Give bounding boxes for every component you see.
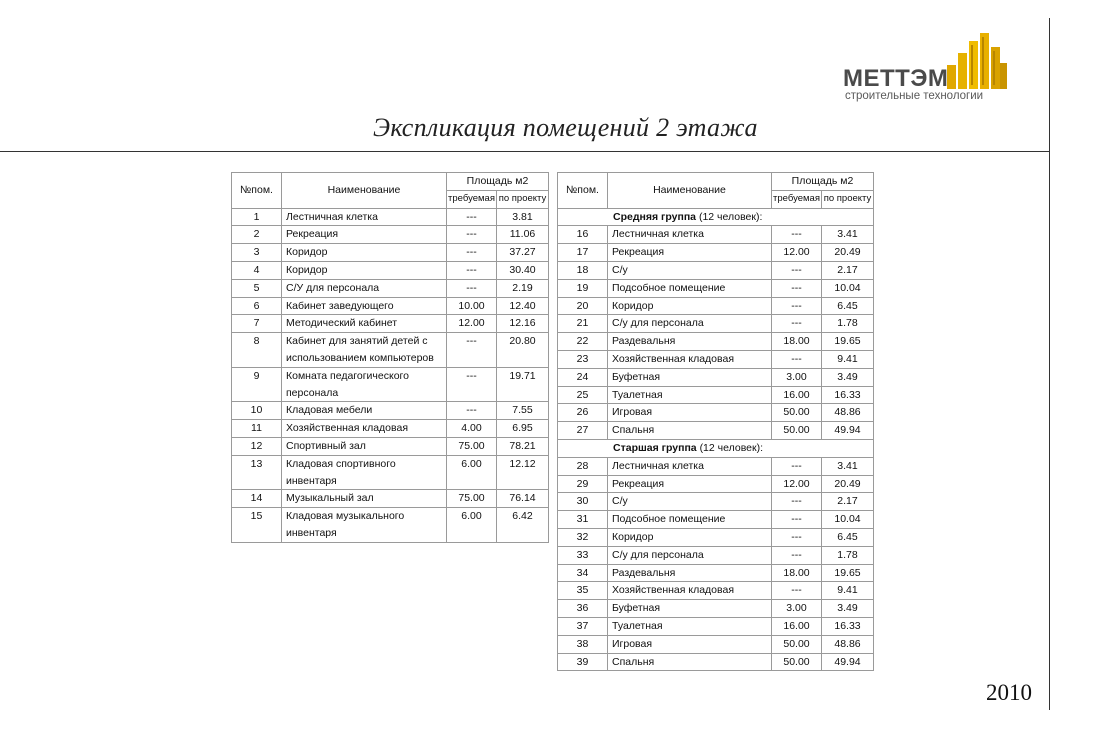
area-project: 9.41 [822,350,874,368]
area-required: --- [447,402,497,420]
room-number: 34 [558,564,608,582]
header-num: №пом. [232,173,282,209]
group-header-row [558,439,874,457]
area-project: 19.65 [822,333,874,351]
area-required: --- [772,279,822,297]
room-name-line: Кабинет заведующего [286,299,394,312]
area-project: 16.33 [822,386,874,404]
room-name [608,475,772,493]
room-name [608,493,772,511]
header-num: №пом. [558,173,608,209]
table-row [558,404,874,422]
header-divider [0,151,1050,152]
room-name-line: Коридор [286,246,328,259]
room-number: 28 [558,457,608,475]
room-name-line: С/у [612,263,628,276]
room-name [282,315,447,333]
area-project: 7.55 [497,402,549,420]
room-name-line: Туалетная [612,388,663,401]
room-name-line: Туалетная [612,619,663,632]
room-name-line: Спальня [612,424,655,437]
area-required: 12.00 [447,315,497,333]
room-name [608,653,772,671]
area-required: 3.00 [772,368,822,386]
table-row [558,457,874,475]
area-project: 16.33 [822,617,874,635]
room-number: 26 [558,404,608,422]
room-number: 39 [558,653,608,671]
room-number: 8 [232,333,282,368]
room-name-line: Лестничная клетка [612,459,704,472]
area-required: --- [772,528,822,546]
room-name [608,315,772,333]
room-number: 18 [558,261,608,279]
area-project: 6.42 [497,508,549,543]
area-required: 12.00 [772,244,822,262]
area-required: 75.00 [447,490,497,508]
area-required: 6.00 [447,508,497,543]
room-name [282,367,447,402]
room-name [282,420,447,438]
table-row [232,420,549,438]
room-name [282,333,447,368]
room-name [608,582,772,600]
area-project: 10.04 [822,279,874,297]
area-project: 3.49 [822,368,874,386]
area-required: --- [772,350,822,368]
room-number: 22 [558,333,608,351]
area-required: 50.00 [772,404,822,422]
table-row [232,508,549,543]
page-title: Экспликация помещений 2 этажа [373,113,758,142]
room-number: 2 [232,226,282,244]
table-row [558,261,874,279]
header-required: требуемая [772,190,822,208]
room-number: 19 [558,279,608,297]
table-row [558,422,874,440]
room-name-line: С/У для персонала [286,281,380,294]
table-row [232,279,549,297]
area-required: 16.00 [772,386,822,404]
room-name [608,546,772,564]
area-project: 6.45 [822,297,874,315]
table-row [558,386,874,404]
area-project: 2.19 [497,279,549,297]
room-number: 21 [558,315,608,333]
room-number: 36 [558,600,608,618]
room-number: 3 [232,244,282,262]
group-name: Средняя группа [613,210,697,223]
area-required: --- [447,279,497,297]
area-required: --- [772,297,822,315]
room-name-line: Методический кабинет [286,317,398,330]
room-number: 32 [558,528,608,546]
header-area: Площадь м2 [772,173,874,191]
room-number: 38 [558,635,608,653]
room-name [282,437,447,455]
area-project: 6.45 [822,528,874,546]
group-note: (12 человек): [698,210,763,223]
room-name [608,386,772,404]
area-required: 50.00 [772,635,822,653]
table-row [232,333,549,368]
room-name [282,261,447,279]
area-project: 10.04 [822,511,874,529]
area-required: --- [772,493,822,511]
room-number: 7 [232,315,282,333]
room-number: 20 [558,297,608,315]
area-project: 6.95 [497,420,549,438]
room-name [608,600,772,618]
room-name [282,208,447,226]
room-name-line: Игровая [612,406,653,419]
area-required: 16.00 [772,617,822,635]
table-row [232,226,549,244]
area-required: --- [447,226,497,244]
area-project: 1.78 [822,546,874,564]
room-name-line: Игровая [612,637,653,650]
area-required: --- [447,367,497,402]
rooms-table-right [557,172,874,671]
right-border-line [1049,18,1050,710]
room-name [608,511,772,529]
room-number: 30 [558,493,608,511]
group-note: (12 человек): [699,441,764,454]
table-row [232,208,549,226]
room-number: 11 [232,420,282,438]
table-row [558,600,874,618]
table-row [232,367,549,402]
table-row [558,368,874,386]
room-name-line: Подсобное помещение [612,513,726,526]
header-required: требуемая [447,190,497,208]
table-row [558,635,874,653]
room-name [608,244,772,262]
room-number: 5 [232,279,282,297]
room-name-line: Рекреация [612,477,665,490]
room-name-line: Раздевальня [612,335,676,348]
room-name [282,279,447,297]
header-area: Площадь м2 [447,173,549,191]
group-title [558,208,874,226]
room-number: 31 [558,511,608,529]
table-row [558,297,874,315]
room-name [608,564,772,582]
area-project: 3.41 [822,226,874,244]
area-required: 18.00 [772,333,822,351]
area-required: --- [447,261,497,279]
table-row [558,244,874,262]
room-name-line: Спортивный зал [286,439,366,452]
table-row [558,564,874,582]
table-row [558,333,874,351]
room-name-line: Кладовая спортивного [286,457,396,470]
room-name [282,455,447,490]
group-name: Старшая группа [613,441,697,454]
room-name-line: Лестничная клетка [286,210,378,223]
room-name-line: Кладовая музыкального [286,510,405,523]
table-row [558,315,874,333]
room-name-line: Кабинет для занятий детей с [286,335,428,348]
area-required: 4.00 [447,420,497,438]
area-project: 19.71 [497,367,549,402]
room-name-line: Раздевальня [612,566,676,579]
area-project: 2.17 [822,261,874,279]
logo-brand: МЕТТЭМ [843,65,949,92]
room-name [608,528,772,546]
room-name-line: использованием компьютеров [286,351,434,364]
room-number: 13 [232,455,282,490]
area-required: 6.00 [447,455,497,490]
area-project: 37.27 [497,244,549,262]
area-project: 78.21 [497,437,549,455]
room-name [608,457,772,475]
logo-tagline: строительные технологии [845,90,984,102]
header-project: по проекту [497,190,549,208]
area-project: 49.94 [822,422,874,440]
room-name [608,261,772,279]
room-name [282,244,447,262]
room-name-line: Лестничная клетка [612,228,704,241]
room-name-line: инвентаря [286,526,337,539]
room-number: 10 [232,402,282,420]
room-number: 33 [558,546,608,564]
area-project: 3.49 [822,600,874,618]
room-number: 27 [558,422,608,440]
area-required: --- [447,244,497,262]
area-required: --- [447,208,497,226]
room-name-line: Подсобное помещение [612,281,726,294]
header-name: Наименование [608,173,772,209]
area-project: 11.06 [497,226,549,244]
room-name-line: Спальня [612,655,655,668]
year-label: 2010 [986,680,1032,705]
room-name-line: инвентаря [286,474,337,487]
room-name-line: Хозяйственная кладовая [612,352,735,365]
room-name-line: Буфетная [612,370,661,383]
room-name-line: Кладовая мебели [286,404,373,417]
table-row [232,490,549,508]
room-number: 16 [558,226,608,244]
area-required: --- [772,457,822,475]
table-row [558,493,874,511]
room-number: 15 [232,508,282,543]
room-name [608,297,772,315]
table-row [232,315,549,333]
room-name-line: Хозяйственная кладовая [286,422,409,435]
room-number: 4 [232,261,282,279]
room-name [608,404,772,422]
area-required: 3.00 [772,600,822,618]
room-number: 23 [558,350,608,368]
area-required: --- [772,226,822,244]
area-project: 76.14 [497,490,549,508]
table-row [232,261,549,279]
area-required: 12.00 [772,475,822,493]
room-name [608,333,772,351]
room-name [608,279,772,297]
room-number: 35 [558,582,608,600]
room-number: 24 [558,368,608,386]
room-name [282,297,447,315]
room-name-line: Коридор [612,299,654,312]
room-number: 1 [232,208,282,226]
area-project: 12.40 [497,297,549,315]
table-row [558,546,874,564]
room-number: 12 [232,437,282,455]
table-row [232,455,549,490]
area-project: 3.81 [497,208,549,226]
room-name [608,350,772,368]
room-name [282,490,447,508]
table-row [558,511,874,529]
table-row [558,528,874,546]
table-row [558,226,874,244]
header-project: по проекту [822,190,874,208]
area-required: 50.00 [772,422,822,440]
area-project: 3.41 [822,457,874,475]
area-project: 30.40 [497,261,549,279]
area-project: 49.94 [822,653,874,671]
room-name-line: С/у [612,495,628,508]
room-name [608,226,772,244]
area-project: 1.78 [822,315,874,333]
room-name [282,508,447,543]
area-required: --- [772,315,822,333]
area-required: 75.00 [447,437,497,455]
room-name [608,617,772,635]
area-required: --- [772,546,822,564]
area-required: --- [772,582,822,600]
room-number: 29 [558,475,608,493]
table-row [558,279,874,297]
room-name-line: Рекреация [286,228,339,241]
area-project: 12.16 [497,315,549,333]
table-row [558,653,874,671]
room-number: 17 [558,244,608,262]
area-project: 20.49 [822,244,874,262]
room-name-line: Хозяйственная кладовая [612,584,735,597]
area-required: 10.00 [447,297,497,315]
area-required: 50.00 [772,653,822,671]
area-project: 48.86 [822,404,874,422]
room-name-line: Музыкальный зал [286,492,374,505]
room-name-line: Коридор [612,530,654,543]
area-required: --- [772,511,822,529]
area-project: 12.12 [497,455,549,490]
room-name [608,635,772,653]
table-row [558,475,874,493]
group-header-row [558,208,874,226]
room-name-line: персонала [286,386,339,399]
area-project: 19.65 [822,564,874,582]
room-number: 6 [232,297,282,315]
table-row [558,350,874,368]
room-name-line: Буфетная [612,602,661,615]
room-name [608,422,772,440]
building-bars-icon [947,33,1009,89]
area-project: 20.49 [822,475,874,493]
table-row [558,582,874,600]
header-name: Наименование [282,173,447,209]
room-name-line: С/у для персонала [612,548,704,561]
area-project: 2.17 [822,493,874,511]
area-required: --- [447,333,497,368]
table-row [232,402,549,420]
table-row [232,437,549,455]
group-title [558,439,874,457]
room-name [282,402,447,420]
area-project: 48.86 [822,635,874,653]
company-logo [843,33,1018,105]
table-row [232,244,549,262]
room-name-line: Рекреация [612,246,665,259]
area-project: 20.80 [497,333,549,368]
area-project: 9.41 [822,582,874,600]
room-name-line: Комната педагогического [286,369,409,382]
area-required: --- [772,261,822,279]
room-number: 9 [232,367,282,402]
room-number: 14 [232,490,282,508]
room-name-line: Коридор [286,263,328,276]
table-row [558,617,874,635]
rooms-table-left [231,172,549,543]
room-name [608,368,772,386]
room-name [282,226,447,244]
room-number: 25 [558,386,608,404]
room-name-line: С/у для персонала [612,317,704,330]
area-required: 18.00 [772,564,822,582]
table-row [232,297,549,315]
room-number: 37 [558,617,608,635]
